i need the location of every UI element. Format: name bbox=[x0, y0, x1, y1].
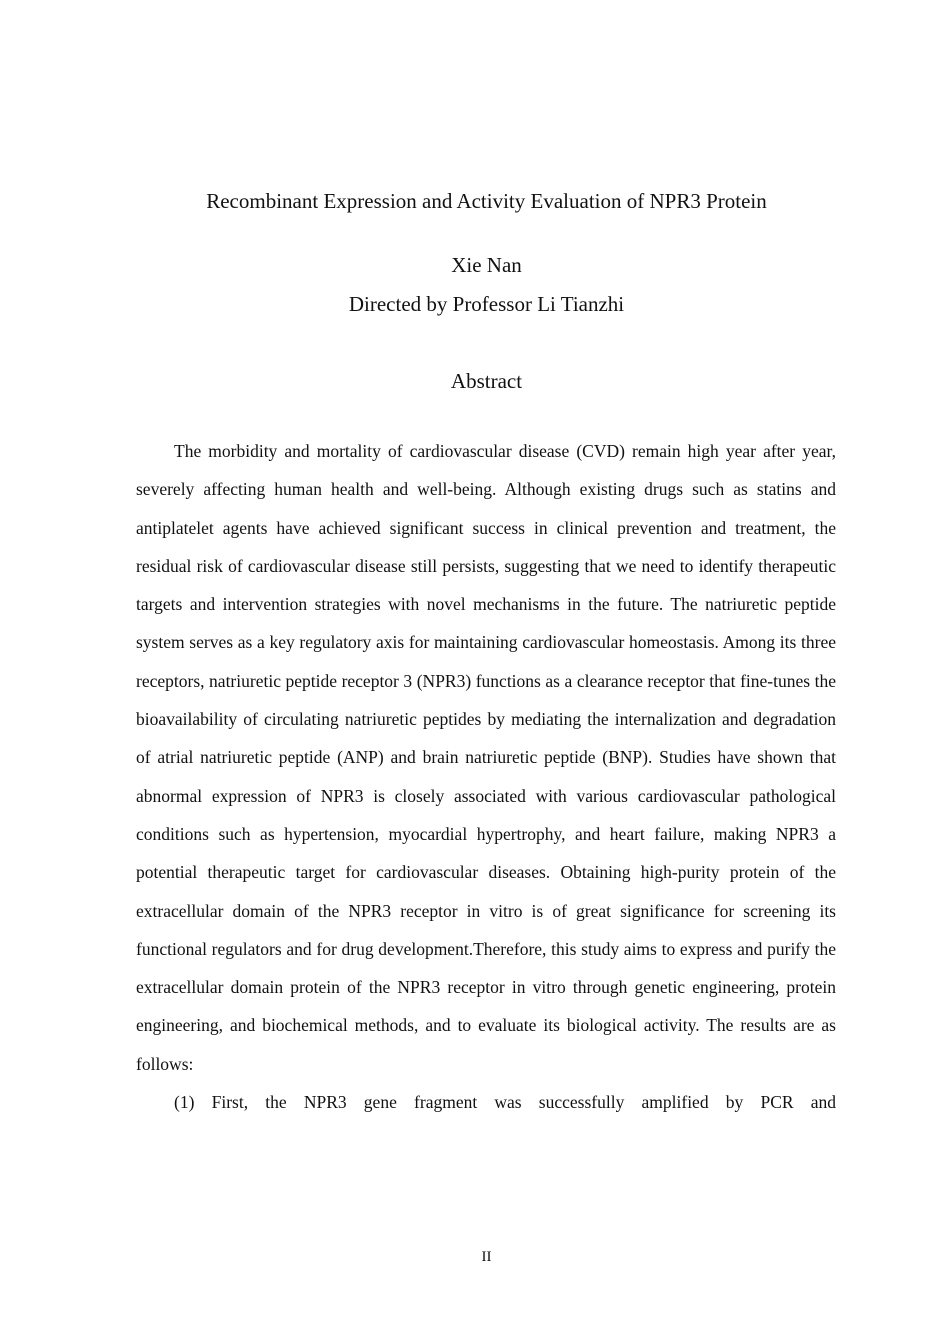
supervisor-line: Directed by Professor Li Tianzhi bbox=[348, 292, 625, 316]
abstract-body bbox=[136, 432, 836, 1121]
result-item-1: (1) First, the NPR3 gene fragment was successfully amplified by PCR and bbox=[174, 1092, 836, 1113]
paper-title: Recombinant Expression and Activity Evaluation of NPR3 Protein bbox=[206, 189, 767, 213]
abstract-paragraph: The morbidity and mortality of cardiovascular disease (CVD) remain high year after year, severely affecting human health and well-being. Although existing drugs such as statins and antiplatelet agents have achieved significant success in clinical prevention and treatment, the residual risk of cardiovascular disease still persists, suggesting that we need to identify therapeutic targets and intervention strategies with novel mechanisms in the future. The natriuretic peptide system serves as a key regulatory axis for maintaining cardiovascular homeostasis. Among its three receptors, natriuretic peptide receptor 3 (NPR3) functions as a clearance receptor that fine-tunes the bioavailability of circulating natriuretic peptides by mediating the internalization and degradation of atrial natriuretic peptide (ANP) and brain natriuretic peptide (BNP). Studies have shown that abnormal expression of NPR3 is closely associated with various cardiovascular pathological conditions such as hypertension, myocardial hypertrophy, and heart failure, making NPR3 a potential therapeutic target for cardiovascular diseases. Obtaining high-purity protein of the extracellular domain of the NPR3 receptor in vitro is of great significance for screening its functional regulators and for drug development.Therefore, this study aims to express and purify the extracellular domain protein of the NPR3 receptor in vitro through genetic engineering, protein engineering, and biochemical methods, and to evaluate its biological activity. The results are as follows: bbox=[136, 441, 836, 1074]
abstract-heading: Abstract bbox=[450, 369, 523, 393]
page-number: II bbox=[481, 1249, 492, 1265]
author-name: Xie Nan bbox=[451, 253, 522, 277]
